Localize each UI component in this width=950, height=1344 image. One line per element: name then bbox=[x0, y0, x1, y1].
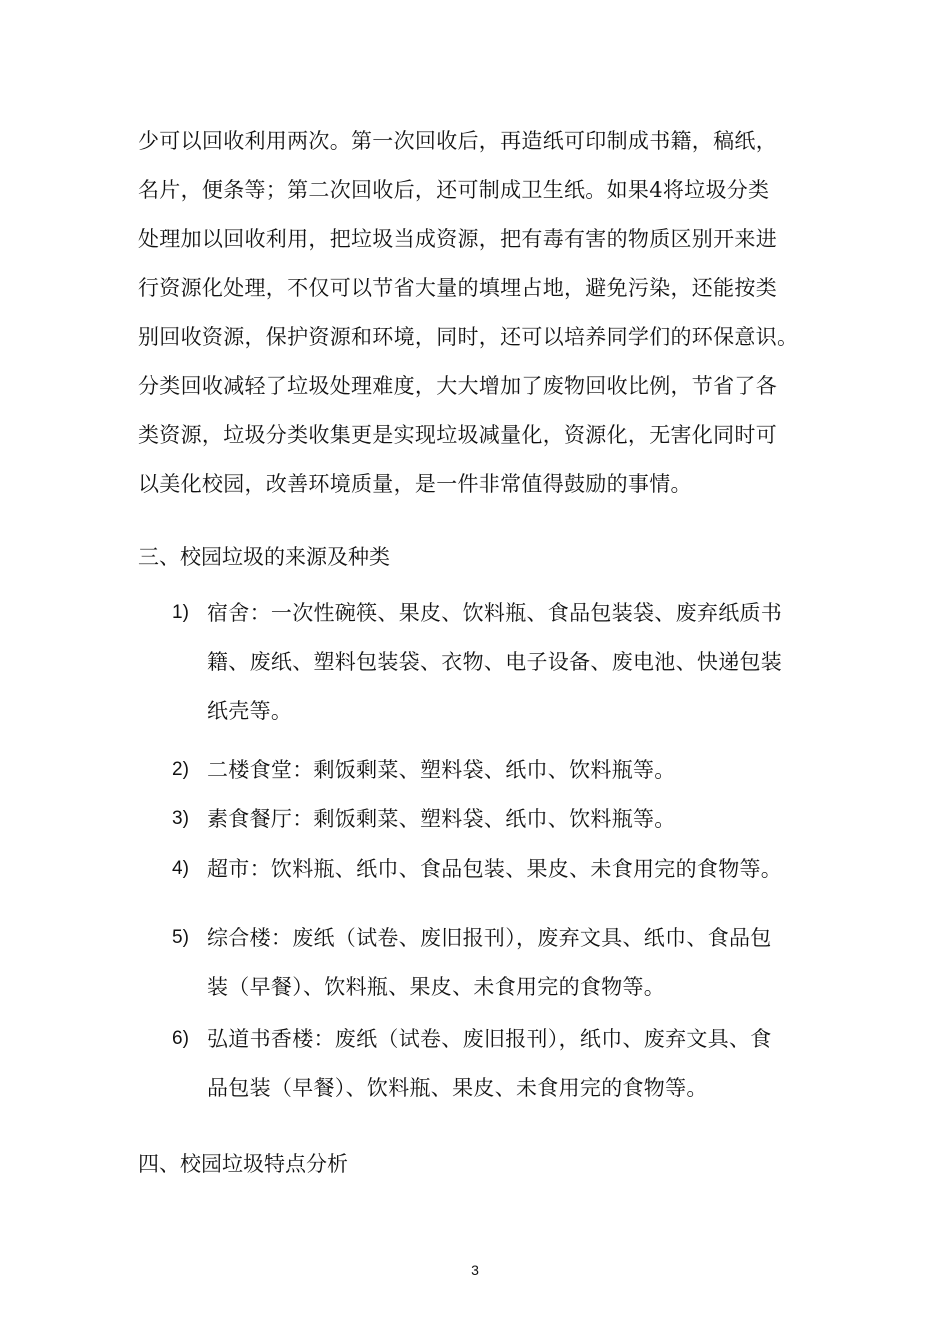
list-item-line: 品包装（早餐）、饮料瓶、果皮、未食用完的食物等。 bbox=[207, 1076, 708, 1100]
section-heading: 三、校园垃圾的来源及种类 bbox=[138, 545, 390, 569]
list-number: 6) bbox=[172, 1028, 189, 1049]
list-item-line: 超市：饮料瓶、纸巾、食品包装、果皮、未食用完的食物等。 bbox=[207, 857, 783, 881]
list-number: 3) bbox=[172, 808, 189, 829]
paragraph-line: 少可以回收利用两次。第一次回收后，再造纸可印制成书籍，稿纸， bbox=[138, 129, 777, 153]
paragraph-line: 以美化校园，改善环境质量，是一件非常值得鼓励的事情。 bbox=[138, 472, 692, 496]
list-item-line: 宿舍：一次性碗筷、果皮、饮料瓶、食品包装袋、废弃纸质书 bbox=[207, 601, 783, 625]
list-item-line: 综合楼：废纸（试卷、废旧报刊），废弃文具、纸巾、食品包 bbox=[207, 926, 772, 950]
paragraph-line: 名片，便条等；第二次回收后，还可制成卫生纸。如果4将垃圾分类 bbox=[138, 178, 770, 202]
list-item-line: 弘道书香楼：废纸（试卷、废旧报刊），纸巾、废弃文具、食 bbox=[207, 1027, 772, 1051]
paragraph-line: 行资源化处理，不仅可以节省大量的填埋占地，避免污染，还能按类 bbox=[138, 276, 777, 300]
list-number: 4) bbox=[172, 858, 189, 879]
list-number: 5) bbox=[172, 927, 189, 948]
list-number: 2) bbox=[172, 759, 189, 780]
list-item-line: 二楼食堂：剩饭剩菜、塑料袋、纸巾、饮料瓶等。 bbox=[207, 758, 676, 782]
paragraph-line: 分类回收减轻了垃圾处理难度，大大增加了废物回收比例，节省了各 bbox=[138, 374, 777, 398]
list-item-line: 籍、废纸、塑料包装袋、衣物、电子设备、废电池、快递包装 bbox=[207, 650, 783, 674]
list-item-line: 素食餐厅：剩饭剩菜、塑料袋、纸巾、饮料瓶等。 bbox=[207, 807, 676, 831]
paragraph-line: 类资源，垃圾分类收集更是实现垃圾减量化，资源化，无害化同时可 bbox=[138, 423, 777, 447]
paragraph-line: 处理加以回收利用，把垃圾当成资源，把有毒有害的物质区别开来进 bbox=[138, 227, 777, 251]
page-number: 3 bbox=[471, 1262, 479, 1278]
list-item-line: 装（早餐）、饮料瓶、果皮、未食用完的食物等。 bbox=[207, 975, 666, 999]
list-number: 1) bbox=[172, 602, 189, 623]
paragraph-line: 别回收资源，保护资源和环境，同时，还可以培养同学们的环保意识。 bbox=[138, 325, 799, 349]
section-heading: 四、校园垃圾特点分析 bbox=[138, 1152, 348, 1176]
list-item-line: 纸壳等。 bbox=[207, 699, 293, 723]
